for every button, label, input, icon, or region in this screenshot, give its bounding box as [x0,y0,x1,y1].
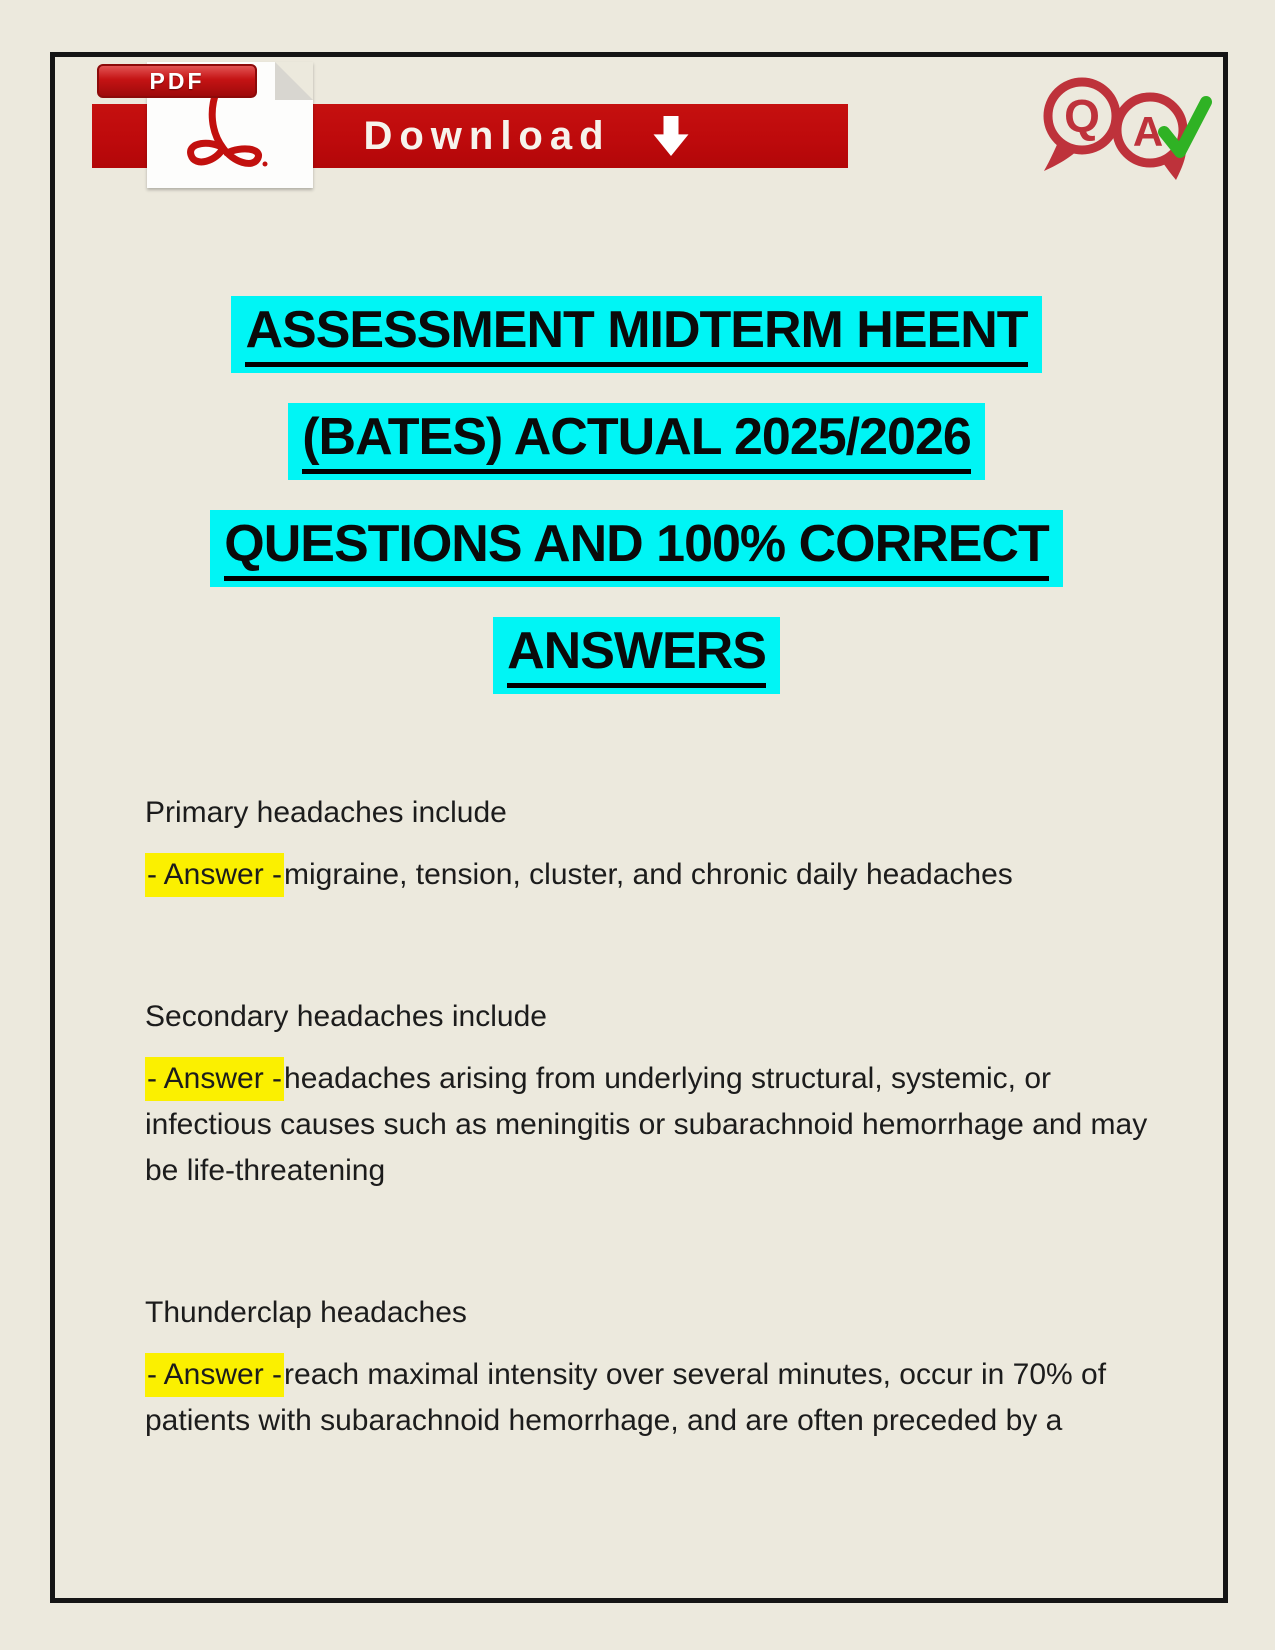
acrobat-ribbon-icon [165,84,285,184]
qa-logo [1036,74,1214,182]
qa-content [145,790,1155,1540]
question-text: Secondary headaches include [145,1000,547,1033]
pdf-tag [97,64,257,98]
answer-text [145,1056,1155,1194]
answer-body: headaches arising from underlying structural, systemic, or infectious causes such as meningitis or subarachnoid hemorrhage and may be life-threatening [145,1062,1148,1187]
question-text: Thunderclap headaches [145,1296,467,1329]
qa-item [145,994,1155,1194]
svg-text:Q: Q [1064,90,1100,142]
qa-item [145,1290,1155,1444]
title-line-2: (BATES) ACTUAL 2025/2026 [50,403,1223,480]
title-line-1: ASSESSMENT MIDTERM HEENT [50,296,1223,373]
question-text: Primary headaches include [145,796,507,829]
answer-label: - Answer - [145,1353,284,1397]
pdf-tag-label: PDF [149,67,205,94]
qa-item [145,790,1155,898]
answer-text [145,852,1155,898]
answer-label: - Answer - [145,1057,284,1101]
answer-body: migraine, tension, cluster, and chronic daily headaches [284,858,1013,891]
title-line-3: QUESTIONS AND 100% CORRECT [50,510,1223,587]
title-line-4: ANSWERS [50,617,1223,694]
answer-body: reach maximal intensity over several minutes, occur in 70% of patients with subarachnoid hemorrhage, and are often preceded by a [145,1358,1107,1437]
download-button-label: Download [363,114,611,158]
question-bubble-icon [1044,82,1116,171]
answer-label: - Answer - [145,853,284,897]
download-arrow-icon [645,111,697,161]
document-title [50,296,1223,724]
pdf-file-icon[interactable] [135,58,315,190]
answer-text [145,1352,1155,1444]
svg-text:A: A [1132,108,1164,155]
